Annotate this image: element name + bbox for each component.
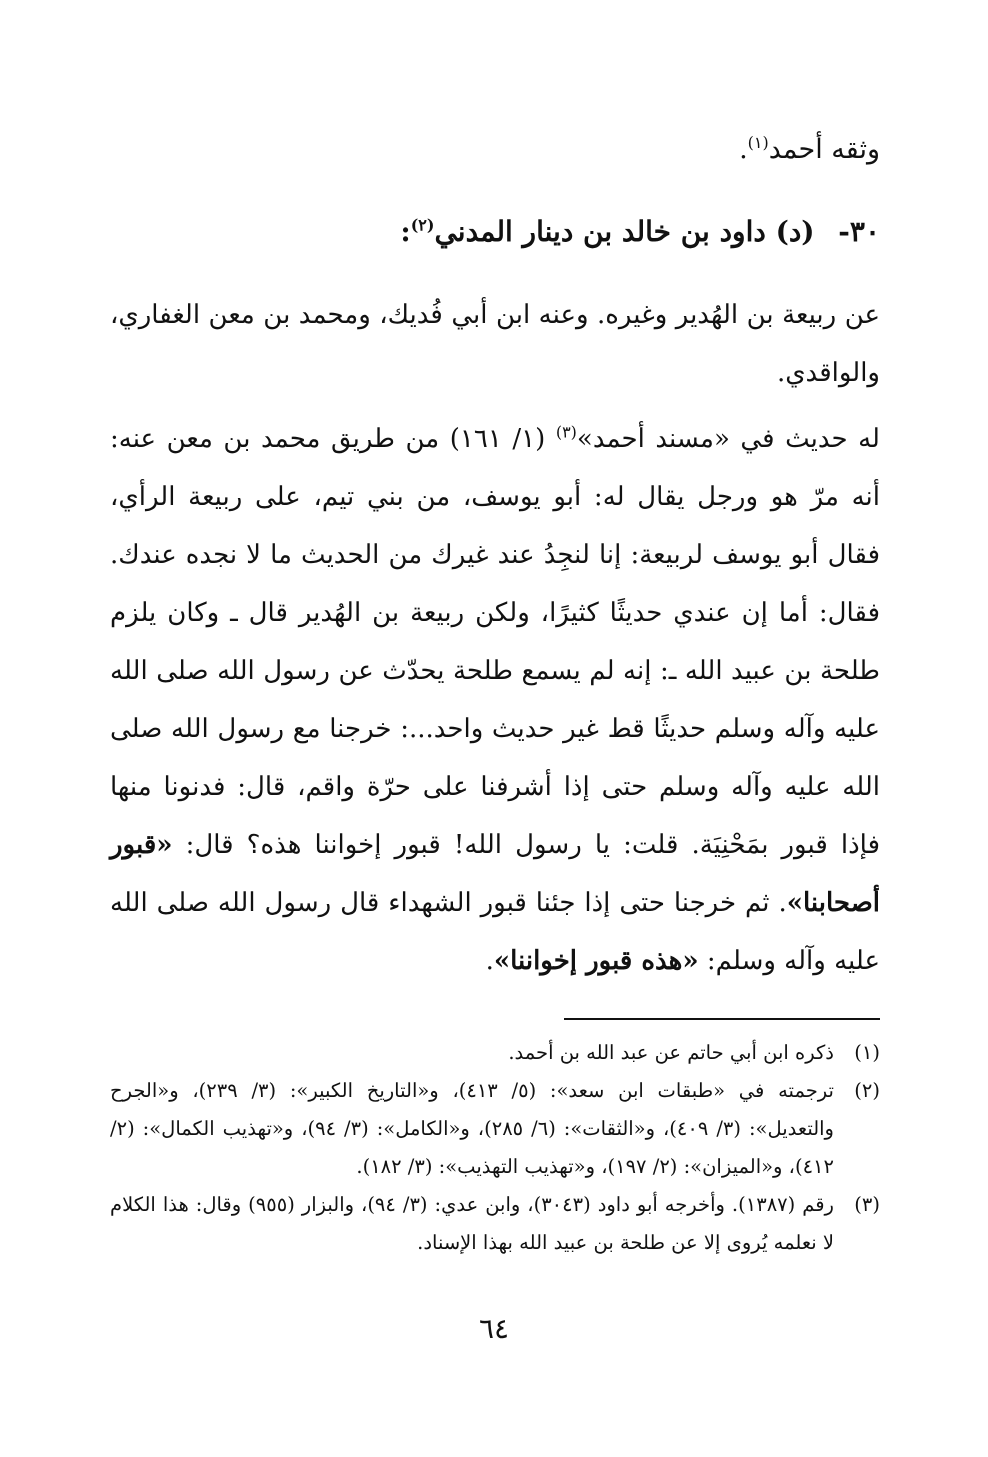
entry-heading — [400, 210, 880, 254]
hadith-middle: . ثم خرجنا حتى إذا جئنا قبور الشهداء قال رسول الله صلى الله عليه وآله وسلم: — [110, 888, 880, 976]
footnote-number: (١) — [854, 1041, 880, 1064]
hadith-quote-1: «قبور أصحابنا» — [110, 830, 880, 918]
paragraph-narrators: عن ربيعة بن الهُدير وغيره. وعنه ابن أبي فُديك، ومحمد بن معن الغفاري، والواقدي. — [110, 300, 880, 388]
page-number: ٦٤ — [478, 1312, 510, 1345]
entry-number: ٣٠- — [838, 215, 880, 248]
footnote-number: (٣) — [854, 1193, 880, 1216]
hadith-end: . — [485, 946, 494, 976]
footnote-1 — [110, 1034, 880, 1072]
intro-text: وثقه أحمد — [768, 134, 880, 165]
footnote-text: ترجمته في «طبقات ابن سعد»: (٥/ ٤١٣)، و«التاريخ الكبير»: (٣/ ٢٣٩)، و«الجرح والتعديل»: (٣/ ٤٠٩)، و«الثقات»: (٦/ ٢٨٥)، و«الكامل»: (٣/ ٩٤)، و«تهذيب الكمال»: (٢/ ٤١٢)، و«الميزان»: (٢/ ١٩٧)، و«تهذيب التهذيب»: (٣/ ١٨٢). — [110, 1079, 834, 1178]
entry-title: (د) داود بن خالد بن دينار المدني — [434, 215, 815, 248]
footnote-2 — [110, 1072, 880, 1186]
footnote-number: (٢) — [854, 1079, 880, 1102]
footnote-ref-2[interactable]: (٢) — [410, 215, 435, 235]
footnotes — [110, 1034, 880, 1262]
hadith-start: له حديث في «مسند أحمد» — [576, 424, 880, 454]
paragraph-hadith — [110, 410, 880, 990]
footnote-ref-1[interactable]: (١) — [747, 133, 769, 152]
footnote-ref-3[interactable]: (٣) — [555, 422, 577, 442]
footnote-3 — [110, 1186, 880, 1262]
footnote-text: ذكره ابن أبي حاتم عن عبد الله بن أحمد. — [508, 1041, 834, 1064]
hadith-quote-2: «هذه قبور إخواننا» — [493, 946, 699, 976]
intro-line — [739, 130, 880, 170]
footnote-divider — [564, 1018, 880, 1020]
footnote-text: رقم (١٣٨٧). وأخرجه أبو داود (٣٠٤٣)، وابن عدي: (٣/ ٩٤)، والبزار (٩٥٥) وقال: هذا الكلام لا نعلمه يُروى إلا عن طلحة بن عبيد الله بهذا الإسناد. — [110, 1193, 834, 1254]
intro-end: . — [739, 134, 748, 165]
entry-title-end: : — [400, 215, 411, 248]
hadith-body: (١/ ١٦١) من طريق محمد بن معن عنه: أنه مرّ هو ورجل يقال له: أبو يوسف، من بني تيم، على ربيعة الرأي، فقال أبو يوسف لربيعة: إنا لنجِدُ عند غيرك من الحديث ما لا نجده عندك. فقال: أما إن عندي حديثًا كثيرًا، ولكن ربيعة بن الهُدير قال ـ وكان يلزم طلحة بن عبيد الله ـ: إنه لم يسمع طلحة يحدّث عن رسول الله صلى الله عليه وآله وسلم حديثًا قط غير حديث واحد...: خرجنا مع رسول الله صلى الله عليه وآله وسلم حتى إذا أشرفنا على حرّة واقم، قال: فدنونا منها فإذا قبور بمَحْنِيَة. قلت: يا رسول الله! قبور إخواننا هذه؟ قال: — [110, 424, 880, 860]
